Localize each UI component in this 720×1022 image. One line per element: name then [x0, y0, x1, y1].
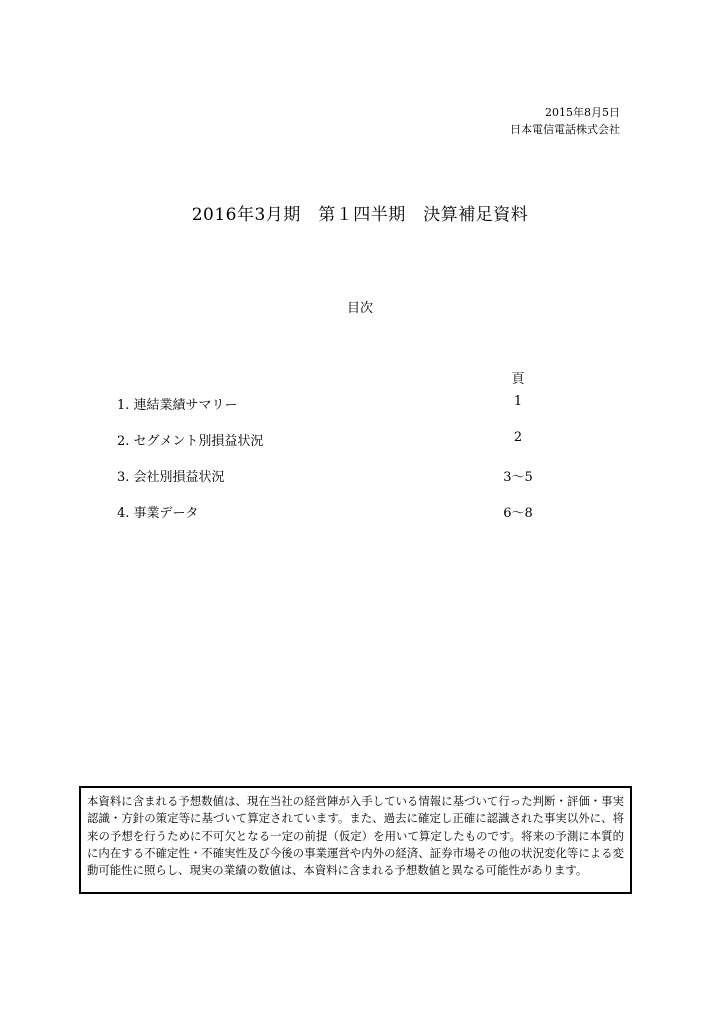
document-header [510, 104, 620, 138]
toc-item-label: 4. 事業データ [117, 506, 199, 521]
toc-item-label: 2. セグメント別損益状況 [117, 434, 264, 449]
toc-heading: 目次 [346, 301, 373, 316]
document-date: 2015年8月5日 [545, 106, 620, 119]
toc-item-page: 1 [513, 394, 523, 409]
toc-item-page: 6～8 [503, 506, 533, 521]
toc-item [117, 394, 557, 430]
toc-item-label: 1. 連結業績サマリー [117, 398, 238, 413]
toc-item-page: 3～5 [503, 470, 533, 485]
toc-item [117, 502, 557, 538]
toc-page-column-label: 頁 [511, 372, 525, 387]
toc-item [117, 430, 557, 466]
company-name: 日本電信電話株式会社 [510, 123, 620, 136]
toc-item [117, 466, 557, 502]
forward-looking-disclaimer: 本資料に含まれる予想数値は、現在当社の経営陣が入手している情報に基づいて行った判断・評価・事実認識・方針の策定等に基づいて算定されています。また、過去に確定し正確に認識された事実以外に、将来の予想を行うために不可欠となる一定の前提（仮定）を用いて算定したものです。将来の予測に本質的に内在する不確定性・不確実性及び今後の事業運営や内外の経済、証券市場その他の状況変化等による変動可能性に照らし、現実の業績の数値は、本資料に含まれる予想数値と異なる可能性があります。 [79, 786, 632, 894]
document-title: 2016年3月期 第１四半期 決算補足資料 [191, 205, 529, 225]
table-of-contents [117, 394, 557, 538]
toc-item-page: 2 [513, 430, 523, 445]
toc-item-label: 3. 会社別損益状況 [117, 470, 225, 485]
